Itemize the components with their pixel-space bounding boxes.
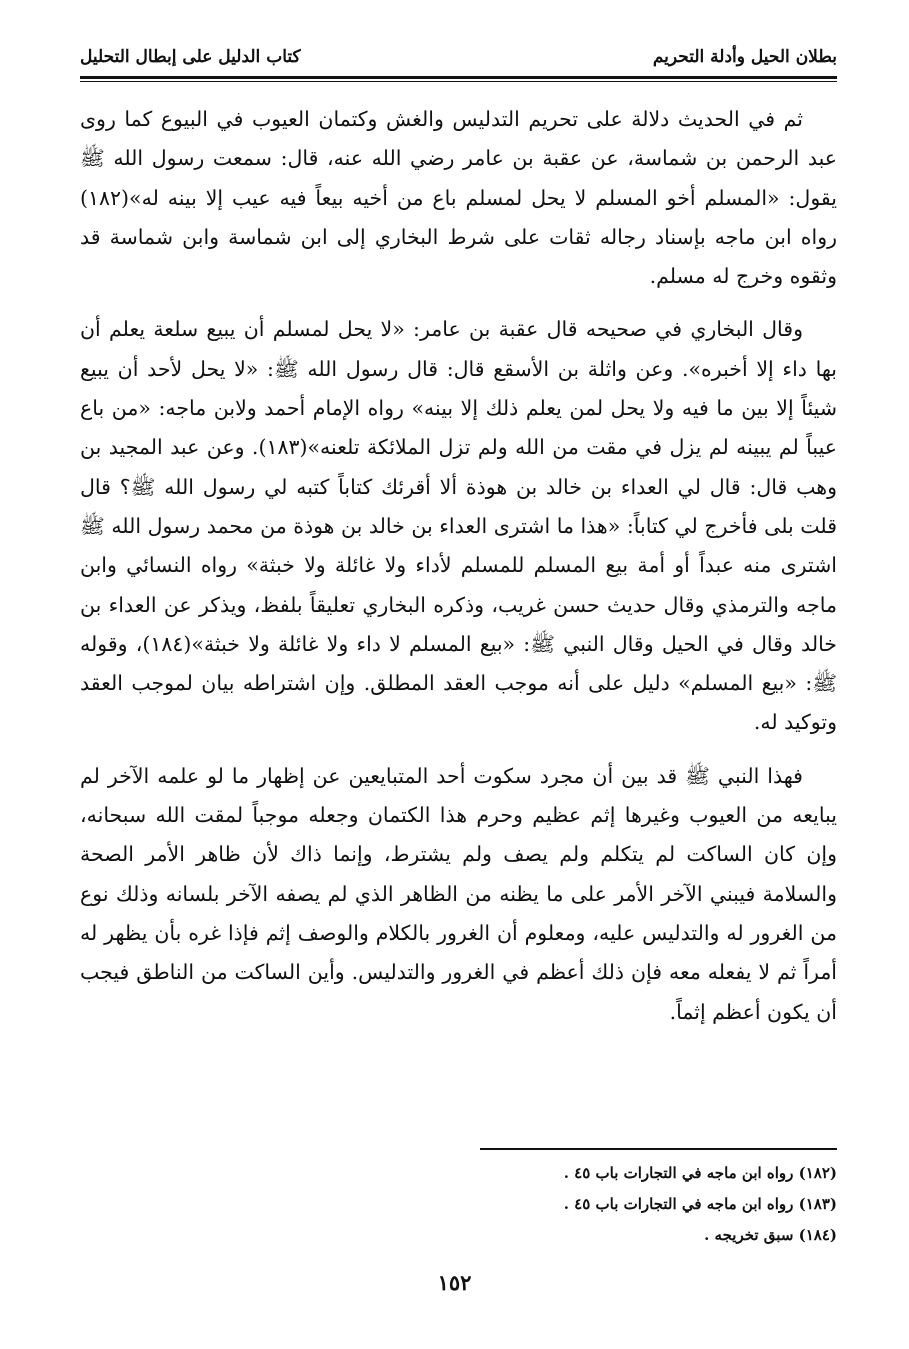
footnotes [300,1158,837,1251]
header-rule-thin [80,81,837,82]
header-rule [80,76,837,79]
footnote-rule [480,1148,837,1150]
paragraph-1: ثم في الحديث دلالة على تحريم التدليس والغش وكتمان العيوب في البيوع كما روى عبد الرحمن بن شماسة، عن عقبة بن عامر رضي الله عنه، قال: سمعت رسول الله ﷺ يقول: «المسلم أخو المسلم لا يحل لمسلم باع من أخيه بيعاً فيه عيب إلا بينه له»(١٨٢) رواه ابن ماجه بإسناد رجاله ثقات على شرط البخاري إلى ابن شماسة وابن شماسة قد وثقوه وخرج له مسلم. [80,107,837,289]
paragraph-2: وقال البخاري في صحيحه قال عقبة بن عامر: «لا يحل لمسلم أن يبيع سلعة يعلم أن بها داء إلا أخبره». وعن واثلة بن الأسقع قال: قال رسول الله ﷺ: «لا يحل لأحد أن يبيع شيئاً إلا بين ما فيه ولا يحل لمن يعلم ذلك إلا بينه» رواه الإمام أحمد ولابن ماجه: «من باع عيباً لم يبينه لم يزل في مقت من الله ولم تزل الملائكة تلعنه»(١٨٣). وعن عبد المجيد بن وهب قال: قال لي العداء بن خالد بن هوذة ألا أقرئك كتاباً كتبه لي رسول الله ﷺ؟ قال قلت بلى فأخرج لي كتاباً: «هذا ما اشترى العداء بن خالد بن هوذة من محمد رسول الله ﷺ اشترى منه عبداً أو أمة بيع المسلم للمسلم لأداء ولا غائلة ولا خبثة» رواه النسائي وابن ماجه والترمذي وقال حديث حسن غريب، وذكره البخاري تعليقاً بلفظ، ويذكر عن العداء بن خالد وقال في الحيل وقال النبي ﷺ: «بيع المسلم لا داء ولا غائلة ولا خبثة»(١٨٤)، وقوله ﷺ: «بيع المسلم» دليل على أنه موجب العقد المطلق. وإن اشتراطه بيان لموجب العقد وتوكيد له. [80,317,837,735]
main-text [80,100,837,1046]
header-book-section: بطلان الحيل وأدلة التحريم [652,47,837,67]
footnote-183: (١٨٣) رواه ابن ماجه في التجارات باب ٤٥ . [563,1195,837,1213]
running-header [80,40,837,74]
paragraph-3: فهذا النبي ﷺ قد بين أن مجرد سكوت أحد المتبايعين عن إظهار ما لو علمه الآخر لم يبايعه من العيوب وغيرها إثم عظيم وحرم هذا الكتمان وجعله موجباً لمقت الله سبحانه، وإن كان الساكت لم يتكلم ولم يصف ولم يشترط، وإنما ذاك لأن ظاهر الأمر الصحة والسلامة فيبني الآخر الأمر على ما يظنه من الظاهر الذي لم يصفه الآخر بلسانه وذلك نوع من الغرور له والتدليس عليه، ومعلوم أن الغرور بالكلام والوصف إثم فإذا غره بأن يظهر له أمراً ثم لا يفعله معه فإن ذلك أعظم في الغرور والتدليس. وأين الساكت من الناطق فيجب أن يكون أعظم إثماً. [80,763,837,1024]
page-number: ١٥٢ [437,1270,472,1295]
footnote-182: (١٨٢) رواه ابن ماجه في التجارات باب ٤٥ . [563,1164,837,1182]
footnote-184: (١٨٤) سبق تخريجه . [704,1226,837,1244]
header-book-title: كتاب الدليل على إبطال التحليل [80,47,301,67]
